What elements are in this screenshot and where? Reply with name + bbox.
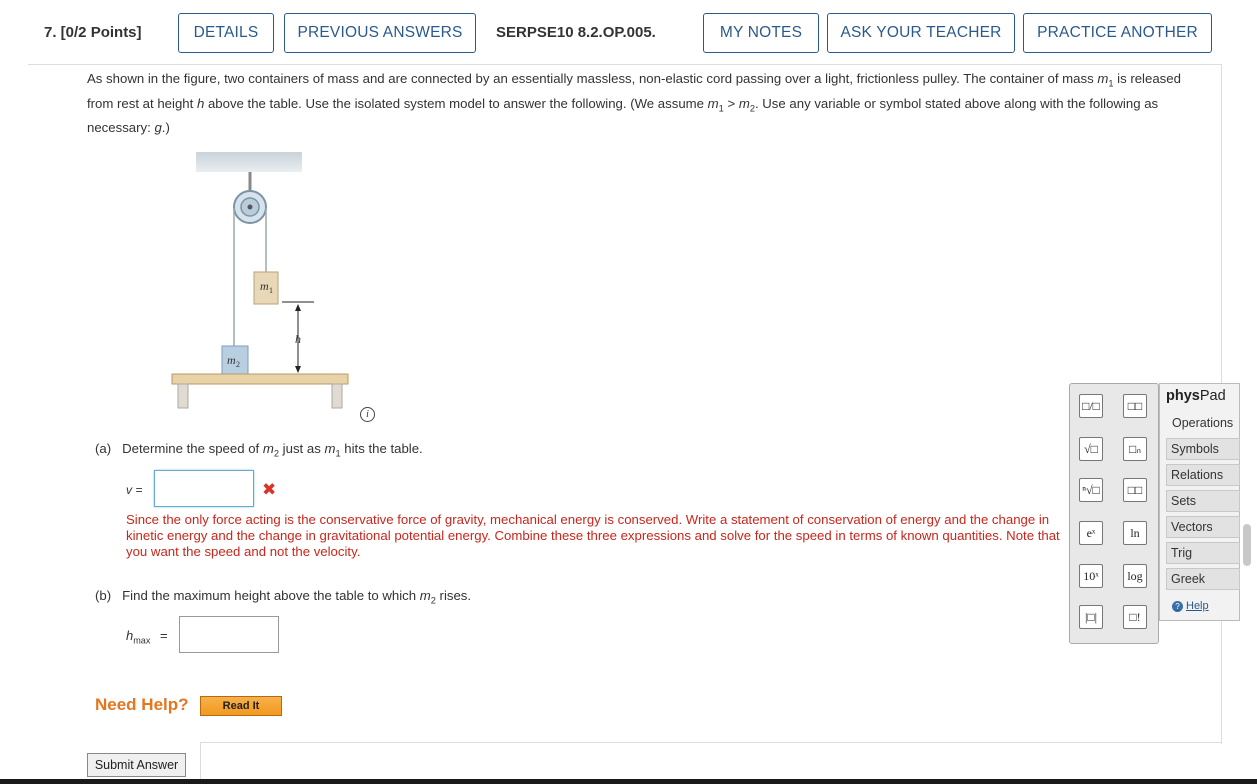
help-label: Help: [1186, 600, 1209, 612]
var-m: m: [324, 441, 336, 456]
physpad-operations-tab[interactable]: Operations: [1172, 416, 1234, 430]
part-a-text: just as: [279, 441, 325, 456]
factorial-key[interactable]: □!: [1123, 605, 1147, 629]
intro-text: .): [161, 120, 170, 136]
part-b-text: rises.: [435, 588, 472, 603]
var-h: h: [126, 628, 134, 643]
ten-power-key[interactable]: 10ˣ: [1079, 564, 1103, 588]
var-h: h: [196, 95, 205, 111]
read-it-button[interactable]: Read It: [200, 696, 282, 716]
subscript-key[interactable]: □ₙ: [1123, 437, 1147, 461]
pulley-figure: [168, 150, 358, 412]
intro-text: >: [723, 95, 739, 111]
hmax-answer-input[interactable]: [179, 616, 279, 653]
fraction-key[interactable]: □/□: [1079, 394, 1103, 418]
log-key[interactable]: log: [1123, 564, 1147, 588]
v-label: v =: [126, 483, 143, 497]
label-m2: m: [227, 353, 236, 367]
previous-answers-button[interactable]: PREVIOUS ANSWERS: [284, 13, 476, 53]
sub-max: max: [133, 635, 151, 646]
feedback-message: Since the only force acting is the conservative force of gravity, mechanical energy is conserved. Write a statement of conservation of energy and the change in kinetic energy and the change in gravitational potential energy. Combine these three expressions and solve for the speed in terms of known quantities. Note that you want the speed and not the velocity.: [126, 512, 1060, 559]
part-b-label: (b): [95, 588, 112, 603]
sub-2: 2: [430, 595, 436, 606]
superscript-key[interactable]: □□: [1123, 394, 1147, 418]
info-icon[interactable]: i: [360, 407, 375, 422]
table-top: [172, 374, 348, 384]
label-m1-sub: 1: [269, 286, 273, 295]
physpad-greek-tab[interactable]: Greek: [1166, 568, 1240, 590]
nth-root-key[interactable]: ⁿ√□: [1079, 478, 1103, 502]
physpad-relations-tab[interactable]: Relations: [1166, 464, 1240, 486]
question-points-label: 7. [0/2 Points]: [44, 24, 142, 41]
incorrect-icon: ✖: [262, 480, 277, 499]
physpad-trig-tab[interactable]: Trig: [1166, 542, 1240, 564]
part-a-text: hits the table.: [340, 441, 423, 456]
physpad-keys: [1069, 383, 1159, 644]
question-header: [0, 0, 1257, 64]
part-a-text: Determine the speed of: [122, 441, 263, 456]
var-m: m: [738, 95, 750, 111]
bottom-edge: [0, 779, 1257, 784]
sqrt-key[interactable]: √□: [1079, 437, 1103, 461]
abs-key[interactable]: |□|: [1079, 605, 1103, 629]
physpad-vectors-tab[interactable]: Vectors: [1166, 516, 1240, 538]
sub-1: 1: [335, 448, 341, 459]
panel-bottom-border: [200, 742, 1222, 743]
speed-answer-input[interactable]: [154, 470, 254, 507]
help-icon: ?: [1172, 601, 1183, 612]
physpad-title-bold: phys: [1166, 388, 1200, 404]
panel-left-border: [200, 742, 201, 784]
ceiling: [196, 152, 302, 172]
intro-text: As shown in the figure, two containers of mass and are connected by an essentially massless, non-elastic cord passing over a light, frictionless pulley. The container of mass: [87, 71, 1098, 86]
sub-2: 2: [749, 103, 755, 114]
table-leg-left: [178, 384, 188, 408]
part-a-prompt: [95, 441, 423, 459]
sub-2: 2: [273, 448, 280, 459]
part-b-prompt: [95, 588, 471, 606]
physpad-title-rest: Pad: [1199, 388, 1226, 404]
practice-another-button[interactable]: PRACTICE ANOTHER: [1023, 13, 1212, 53]
physpad-sets-tab[interactable]: Sets: [1166, 490, 1240, 512]
ln-key[interactable]: ln: [1123, 521, 1147, 545]
label-h: h: [295, 332, 301, 346]
physpad-menu: [1159, 383, 1240, 621]
table-leg-right: [332, 384, 342, 408]
physpad-title: [1166, 388, 1226, 404]
problem-statement: [87, 69, 1197, 138]
label-m1: m: [260, 279, 269, 293]
my-notes-button[interactable]: MY NOTES: [703, 13, 819, 53]
var-m: m: [707, 95, 719, 111]
exp-key[interactable]: eˣ: [1079, 521, 1103, 545]
var-g: g: [154, 120, 162, 136]
physpad-symbols-tab[interactable]: Symbols: [1166, 438, 1240, 460]
part-a-label: (a): [95, 441, 112, 456]
super-sub-key[interactable]: □□: [1123, 478, 1147, 502]
details-button[interactable]: DETAILS: [178, 13, 274, 53]
intro-text: is released from rest at height: [87, 71, 1181, 111]
submit-answer-button[interactable]: Submit Answer: [87, 753, 186, 777]
sub-1: 1: [718, 103, 724, 114]
sub-1: 1: [1108, 78, 1114, 89]
equals-sign: =: [160, 628, 168, 643]
part-b-text: Find the maximum height above the table to which: [122, 588, 420, 603]
intro-text: above the table. Use the isolated system model to answer the following. (We assume: [204, 95, 708, 111]
hmax-label: [126, 628, 168, 646]
scrollbar-thumb[interactable]: [1243, 524, 1251, 566]
ask-your-teacher-button[interactable]: ASK YOUR TEACHER: [827, 13, 1015, 53]
need-help-label: Need Help?: [95, 695, 189, 714]
physpad-help-link[interactable]: [1172, 600, 1209, 612]
intro-text: . Use any variable or symbol stated above along with the following as necessary:: [87, 95, 1159, 136]
var-m: m: [1097, 71, 1109, 86]
var-m: m: [419, 588, 431, 603]
problem-code: SERPSE10 8.2.OP.005.: [496, 24, 656, 41]
var-m: m: [262, 441, 274, 456]
label-m2-sub: 2: [236, 360, 240, 369]
